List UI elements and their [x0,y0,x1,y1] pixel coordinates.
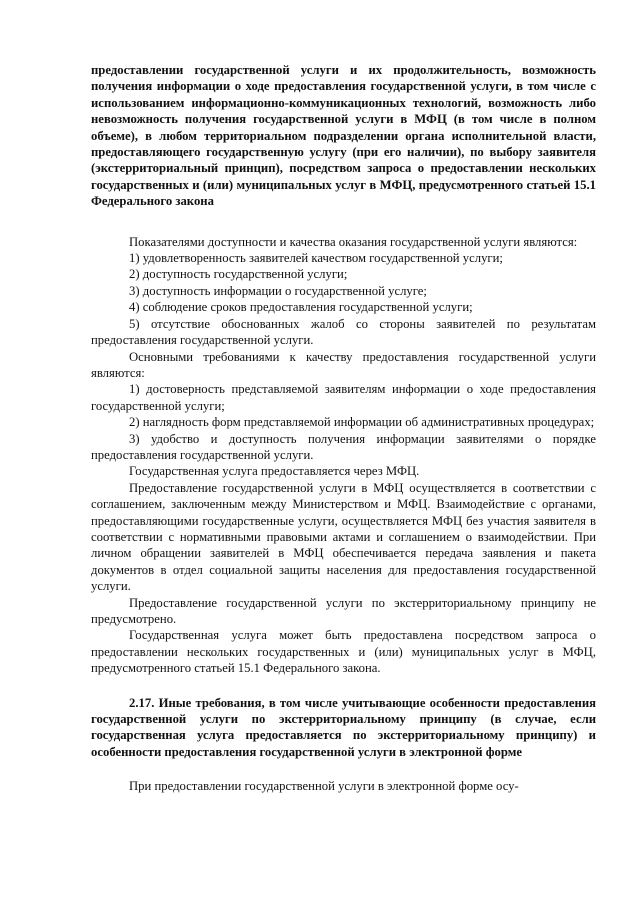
paragraph-complex-request: Государственная услуга может быть предоставлена посредством запроса о предоставлении нескольких государственных и (или) муниципальных услуг в МФЦ, предусмотренного статьей 15.1 Федерального закона. [91,628,596,676]
paragraph-mfc: Государственная услуга предоставляется через МФЦ. [129,464,420,479]
paragraph-mfc-agreement: Предоставление государственной услуги в МФЦ осуществляется в соответствии с соглашением, заключенным между Министерством и МФЦ. Взаимодействие с органами, предоставляющими государственные услуги, осуществляется МФЦ без участия заявителя в соответствии с нормативными правовыми актами и соглашением о взаимодействии. При личном обращении заявителей в МФЦ обеспечивается передача заявления и пакета документов в отдел социальной защиты населения для предоставления государственной услуги. [91,480,596,594]
document-body [91,62,596,795]
intro-heading: предоставлении государственной услуги и их продолжительность, возможность получения информации о ходе предоставления государственной услуги, в том числе с использованием информационно-коммуникационных технологий, возможность либо невозможность получения государственной услуги в МФЦ (в том числе в полном объеме), в любом территориальном подразделении органа исполнительной власти, предоставляющего государственную услугу (при его наличии), по выбору заявителя (экстерриториальный принцип), посредством запроса о предоставлении нескольких государственных и (или) муниципальных услуг в МФЦ, предусмотренного статьей 15.1 Федерального закона [91,63,596,209]
list-item-indicator-4: 4) соблюдение сроков предоставления государственной услуги; [129,300,473,315]
list-item-requirement-2: 2) наглядность форм представляемой информации об административных процедурах; [129,415,595,430]
list-item-indicator-3: 3) доступность информации о государственной услуге; [129,283,427,298]
paragraph-electronic-form: При предоставлении государственной услуги в электронной форме осу- [129,779,519,794]
spacer [91,210,596,234]
list-item-requirement-3: 3) удобство и доступность получения информации заявителями о порядке предоставления государственной услуги. [91,431,596,462]
spacer [91,677,596,695]
paragraph-indicators-intro: Показателями доступности и качества оказания государственной услуги являются: [129,234,578,249]
list-item-indicator-2: 2) доступность государственной услуги; [129,267,348,282]
list-item-indicator-1: 1) удовлетворенность заявителей качеством государственной услуги; [129,251,503,266]
spacer [91,760,596,778]
section-heading: 2.17. Иные требования, в том числе учитывающие особенности предоставления государственной услуги по экстерриториальному принципу (в случае, если государственная услуга предоставляется по экстерриториальному принципу) и особенности предоставления государственной услуги в электронной форме [91,695,596,759]
paragraph-extraterritorial: Предоставление государственной услуги по экстерриториальному принципу не предусмотрено. [91,595,596,626]
list-item-indicator-5: 5) отсутствие обоснованных жалоб со стороны заявителей по результатам предоставления государственной услуги. [91,316,596,348]
list-item-requirement-1: 1) достоверность представляемой заявителям информации о ходе предоставления государственной услуги; [91,382,596,413]
paragraph-quality-requirements: Основными требованиями к качеству предоставления государственной услуги являются: [91,349,596,380]
